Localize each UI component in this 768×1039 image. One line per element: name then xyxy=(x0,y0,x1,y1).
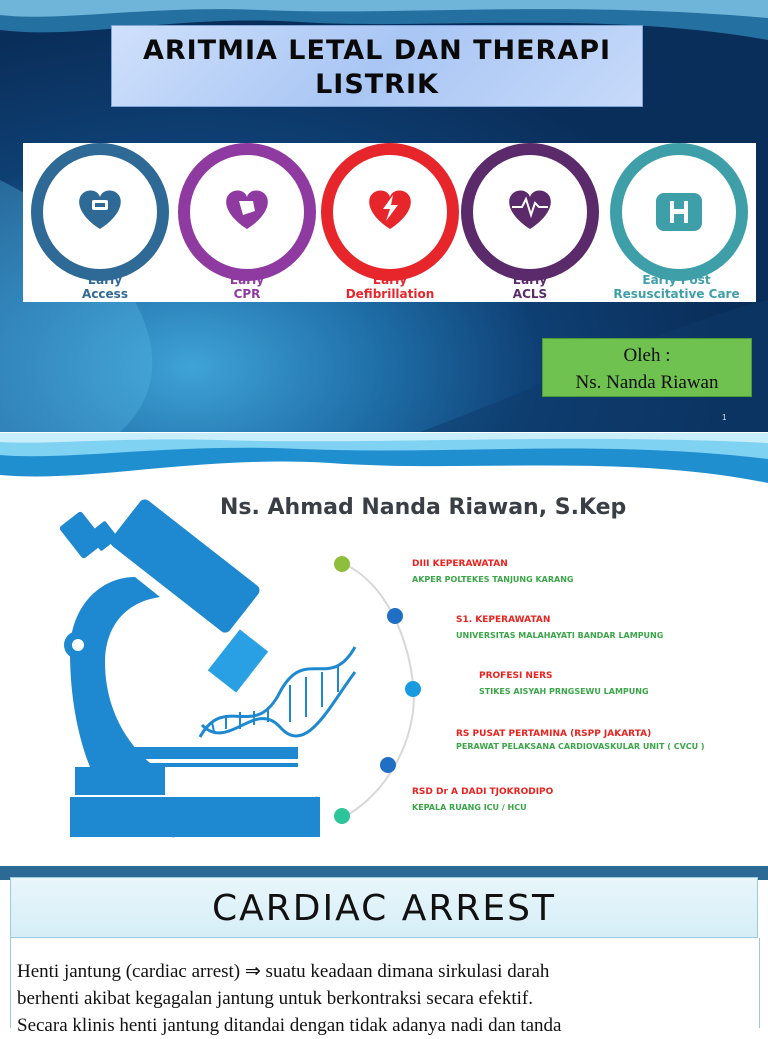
slide-body xyxy=(17,958,762,1039)
timeline-heading: RSD Dr A DADI TJOKRODIPO xyxy=(412,787,554,797)
body-line-3: Secara klinis henti jantung ditandai dengan tidak adanya nadi dan tanda xyxy=(17,1015,562,1036)
cardiac-arrest-slide xyxy=(0,866,768,1036)
timeline-entry-2 xyxy=(456,615,663,641)
slide-title xyxy=(111,25,643,107)
slide-title-line2: LISTRIK xyxy=(315,69,439,100)
chain-label-early-cpr: Early CPR xyxy=(229,273,265,301)
timeline-entry-3 xyxy=(479,671,649,697)
timeline-entry-4 xyxy=(456,729,711,752)
profile-name: Ns. Ahmad Nanda Riawan, S.Kep xyxy=(220,495,627,520)
chain-of-survival xyxy=(23,143,756,302)
body-line-1: Henti jantung (cardiac arrest) ⇒ suatu keadaan dimana sirkulasi darah xyxy=(17,961,550,982)
chain-label-early-acls: Early ACLS xyxy=(512,273,548,301)
timeline-heading: PROFESI NERS xyxy=(479,671,553,681)
timeline-entry-1 xyxy=(412,559,573,585)
pulse-heart-icon xyxy=(509,190,551,229)
profile-slide xyxy=(0,433,768,865)
page-number: 1 xyxy=(722,413,727,422)
microscope-icon xyxy=(50,467,350,847)
timeline-entry-5 xyxy=(412,787,553,813)
timeline-sub: KEPALA RUANG ICU / HCU xyxy=(412,803,527,812)
hospital-icon xyxy=(656,193,702,231)
timeline-sub: UNIVERSITAS MALAHAYATI BANDAR LAMPUNG xyxy=(456,631,664,640)
chain-label-early-defibrillation: Early Defibrillation xyxy=(345,273,435,301)
body-line-2: berhenti akibat kegagalan jantung untuk berkontraksi secara efektif. xyxy=(17,988,533,1009)
lightning-heart-icon xyxy=(369,190,411,229)
timeline-dot-1 xyxy=(334,556,350,572)
timeline-sub: AKPER POLTEKES TANJUNG KARANG xyxy=(412,575,574,584)
timeline-heading: RS PUSAT PERTAMINA (RSPP JAKARTA) xyxy=(456,729,652,739)
timeline-heading: DIII KEPERAWATAN xyxy=(412,559,508,569)
presenter-label: Oleh : xyxy=(623,345,671,366)
chain-label-early-post-resuscitative: Early Post Resuscitative Care xyxy=(613,273,740,301)
slide-title-line1: ARITMIA LETAL DAN THERAPI xyxy=(142,35,612,66)
timeline-dot-4 xyxy=(380,757,396,773)
timeline-arc xyxy=(320,548,430,828)
hands-heart-icon xyxy=(226,190,268,229)
presenter-box xyxy=(542,338,752,397)
timeline-sub: PERAWAT PELAKSANA CARDIOVASKULAR UNIT ( CVCU ) xyxy=(456,742,705,751)
timeline-dot-5 xyxy=(334,808,350,824)
chain-label-early-access: Early Access xyxy=(82,273,128,301)
slide-title: CARDIAC ARREST xyxy=(10,877,758,938)
presenter-name: Ns. Nanda Riawan xyxy=(575,372,719,393)
title-slide xyxy=(0,0,768,432)
timeline-dot-2 xyxy=(387,608,403,624)
timeline-dot-3 xyxy=(405,681,421,697)
timeline-sub: STIKES AISYAH PRNGSEWU LAMPUNG xyxy=(479,687,649,696)
timeline-heading: S1. KEPERAWATAN xyxy=(456,615,551,625)
